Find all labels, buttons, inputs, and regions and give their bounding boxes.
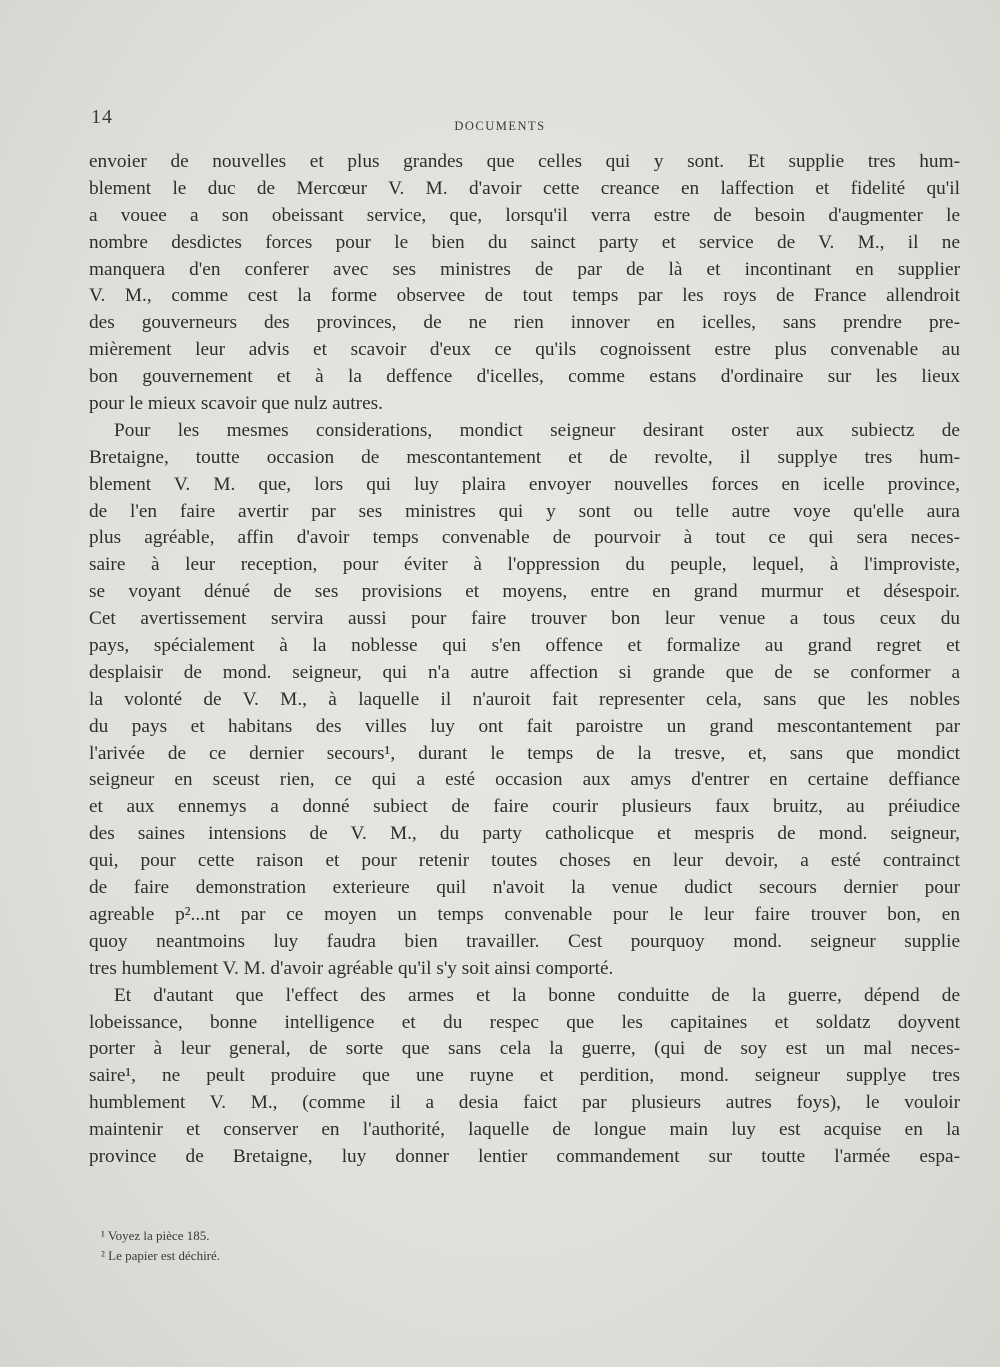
text-line: maintenir et conserver en l'authorité, laquelle de longue main luy est acquise en la (89, 1119, 960, 1141)
text-line: blement le duc de Mercœur V. M. d'avoir cette creance en laffection et fidelité qu'il (89, 177, 960, 199)
text-line: a vouee a son obeissant service, que, lorsqu'il verra estre de besoin d'augmenter le (89, 204, 960, 226)
paragraph-start-line: Pour les mesmes considerations, mondict seigneur desirant oster aux subiectz de (114, 419, 960, 441)
text-line: la volonté de V. M., à laquelle il n'auroit fait representer cela, sans que les nobles (89, 688, 960, 710)
text-line: qui, pour cette raison et pour retenir toutes choses en leur devoir, a esté contrainct (89, 850, 960, 872)
text-line: quoy neantmoins luy faudra bien travailler. Cest pourquoy mond. seigneur supplie (89, 930, 960, 952)
text-line: desplaisir de mond. seigneur, qui n'a autre affection si grande que de se conformer a (89, 661, 960, 683)
text-line: envoier de nouvelles et plus grandes que celles qui y sont. Et supplie tres hum- (89, 151, 960, 172)
paragraph-start-line: Et d'autant que l'effect des armes et la bonne conduitte de la guerre, dépend de (114, 984, 960, 1006)
text-line: et aux ennemys a donné subiect de faire courir plusieurs faux bruitz, au préiudice (89, 796, 960, 818)
text-line: pour le mieux scavoir que nulz autres. (89, 393, 383, 415)
text-line: plus agréable, affin d'avoir temps convenable de pourvoir à tout ce qui sera neces- (89, 527, 960, 549)
text-line: province de Bretaigne, luy donner lentier commandement sur toutte l'armée espa- (89, 1145, 960, 1167)
text-line: seigneur en sceust rien, ce qui a esté occasion aux amys d'entrer en certaine deffiance (89, 769, 960, 791)
text-line: porter à leur general, de sorte que sans cela la guerre, (qui de soy est un mal neces- (89, 1038, 960, 1060)
text-line: saire¹, ne peult produire que une ruyne et perdition, mond. seigneur supplye tres (89, 1065, 960, 1087)
footnote-1: ¹ Voyez la pièce 185. (101, 1228, 210, 1243)
text-line: de faire demonstration exterieure quil n'avoit la venue dudict secours dernier pour (89, 877, 960, 899)
text-line: l'arivée de ce dernier secours¹, durant le temps de la tresve, et, sans que mondict (89, 742, 960, 764)
text-line: tres humblement V. M. d'avoir agréable qu'il s'y soit ainsi comporté. (89, 957, 614, 979)
text-line: de l'en faire avertir par ses ministres qui y sont ou telle autre voye qu'elle aura (89, 500, 960, 522)
text-line: humblement V. M., (comme il a desia faict par plusieurs autres foys), le vouloir (89, 1092, 960, 1114)
page-number: 14 (91, 106, 113, 128)
text-line: manquera d'en conferer avec ses ministres de par de là et incontinant en supplier (89, 258, 960, 280)
text-line: lobeissance, bonne intelligence et du respec que les capitaines et soldatz doyvent (89, 1011, 960, 1033)
text-line: saire à leur reception, pour éviter à l'oppression du peuple, lequel, à l'improviste, (89, 554, 960, 576)
text-line: nombre desdictes forces pour le bien du sainct party et service de V. M., il ne (89, 231, 960, 253)
text-line: Bretaigne, toutte occasion de mescontantement et de revolte, il supplye tres hum- (89, 446, 960, 468)
text-line: se voyant dénué de ses provisions et moyens, entre en grand murmur et désespoir. (89, 581, 960, 603)
body-text (89, 149, 960, 1171)
footnotes (101, 1226, 220, 1266)
text-line: des gouverneurs des provinces, de ne rien innover en icelles, sans prendre pre- (89, 312, 960, 334)
running-title: DOCUMENTS (454, 119, 546, 133)
text-line: bon gouvernement et à la deffence d'icelles, comme estans d'ordinaire sur les lieux (89, 366, 960, 388)
text-line: du pays et habitans des villes luy ont fait paroistre un grand mescontantement par (89, 715, 960, 737)
text-line: Cet avertissement servira aussi pour faire trouver bon leur venue a tous ceux du (89, 608, 960, 630)
text-line: agreable p²...nt par ce moyen un temps convenable pour le leur faire trouver bon, en (89, 903, 960, 925)
text-line: des saines intensions de V. M., du party catholicque et mespris de mond. seigneur, (89, 823, 960, 845)
text-line: mièrement leur advis et scavoir d'eux ce qu'ils cognoissent estre plus convenable au (89, 339, 960, 361)
text-line: pays, spécialement à la noblesse qui s'en offence et formalize au grand regret et (89, 635, 960, 657)
text-line: V. M., comme cest la forme observee de tout temps par les roys de France allendroit (89, 285, 960, 307)
footnote-2: ² Le papier est déchiré. (101, 1248, 221, 1263)
text-line: blement V. M. que, lors qui luy plaira envoyer nouvelles forces en icelle province, (89, 473, 960, 495)
